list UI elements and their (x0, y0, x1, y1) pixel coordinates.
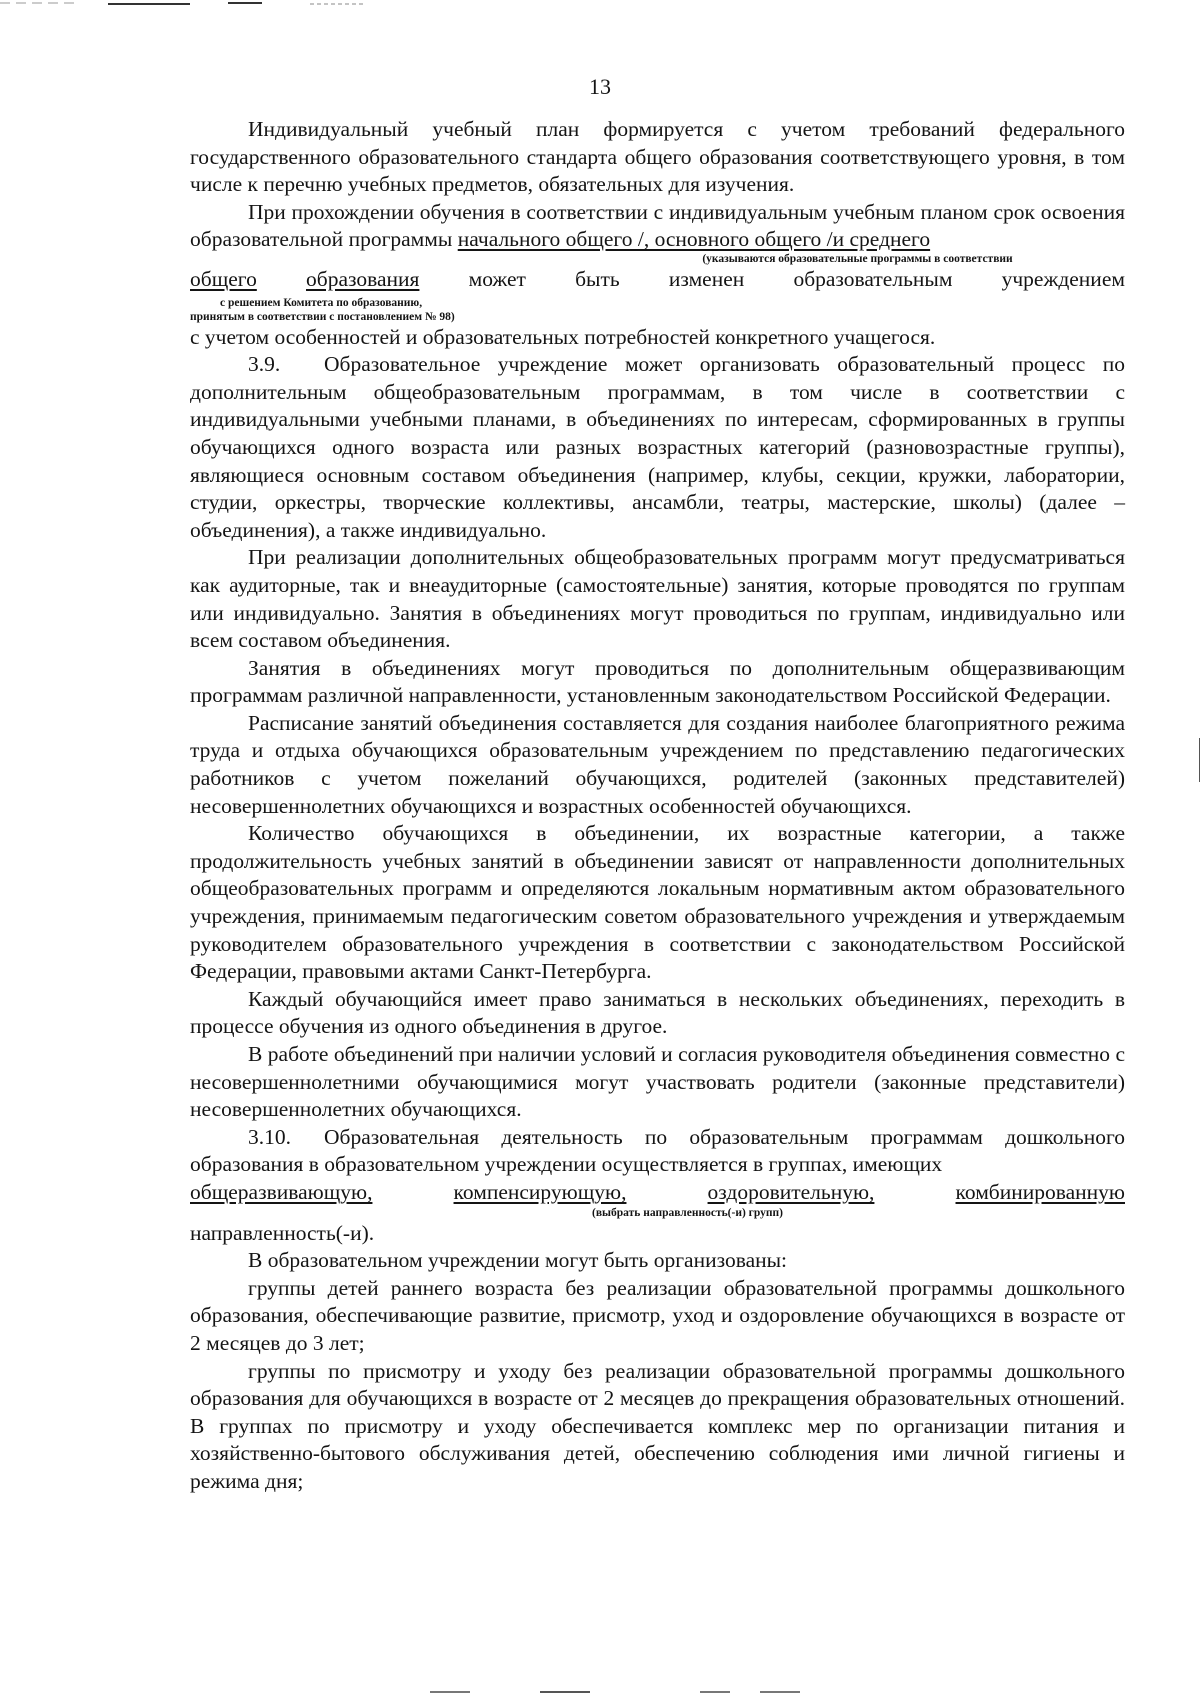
paragraph-implementation: При реализации дополнительных общеобразовательных программ могут предусматриваться как аудиторные, так и внеаудиторные (самостоятельные) занятия, которые проводятся по группам или индивидуально. Занятия в объединениях могут проводиться по группам, индивидуально или всем составом объединения. (190, 545, 1125, 653)
paragraph-student-rights: Каждый обучающийся имеет право заниматься в нескольких объединениях, переходить в процессе обучения из одного объединения в другое. (190, 986, 1125, 1039)
option-general: общеразвивающую, (190, 1179, 373, 1204)
paragraph-group-size: Количество обучающихся в объединении, их возрастные категории, а также продолжительность учебных занятий в объединении зависят от направленности дополнительных общеобразовательных программ и определяются локальным нормативным актом образовательного учреждения, принимаемым педагогическим советом образовательного учреждения и утверждаемым руководителем образовательного учреждения в соответствии с законодательством Российской Федерации, правовыми актами Санкт-Петербурга. (190, 821, 1125, 984)
word-obrazovatelnym: образовательным (793, 266, 953, 291)
paragraph-study-period (190, 199, 1125, 254)
section-3-9 (190, 351, 1125, 544)
paragraph-care-groups: группы по присмотру и уходу без реализации образовательной программы дошкольного образования для обучающихся в возрасте от 2 месяцев до прекращения образовательных отношений. В группах по присмотру и уходу обеспечивается комплекс мер по организации питания и хозяйственно-бытового обслуживания детей, обеспечению соблюдения ими личной гигиены и режима дня; (190, 1358, 1125, 1493)
orientation-tail: направленность(-и). (190, 1220, 375, 1245)
document-body (190, 116, 1125, 1496)
section-3-10-text: Образовательная деятельность по образовательным программам дошкольного образования в образовательном учреждении осуществляется в группах, имеющих (190, 1124, 1125, 1177)
paragraph-schedule: Расписание занятий объединения составляется для создания наиболее благоприятного режима труда и отдыха обучающихся образовательным учреждением по представлению педагогических работников с учетом пожеланий обучающихся, родителей (законных представителей) несовершеннолетних обучающихся и возрастных особенностей обучающихся. (190, 710, 1125, 818)
word-uchrezhdeniem: учреждением (1001, 266, 1125, 291)
paragraph-parents: В работе объединений при наличии условий и согласия руководителя объединения совместно с несовершеннолетними обучающимися могут участвовать родители (законные представители) несовершеннолетних обучающихся. (190, 1042, 1125, 1122)
hint-committee: с решением Комитета по образованию, (220, 296, 423, 309)
hint-programs: (указываются образовательные программы в соответствии (702, 252, 1013, 265)
study-period-tail: с учетом особенностей и образовательных потребностей конкретного учащегося. (190, 324, 936, 349)
scan-artifact-bottom (0, 1684, 1200, 1696)
section-number: 3.10. (248, 1124, 291, 1149)
paragraph-classes: Занятия в объединениях могут проводиться по дополнительным общеразвивающим программам различной направленности, установленным законодательством Российской Федерации. (190, 655, 1125, 708)
option-combined: комбинированную (955, 1179, 1125, 1204)
section-3-10 (190, 1124, 1125, 1179)
paragraph-may-be-organized: В образовательном учреждении могут быть организованы: (248, 1248, 788, 1273)
hint-orientation: (выбрать направленность(-и) групп) (592, 1206, 783, 1219)
study-period-line (190, 266, 1125, 294)
orientation-options (190, 1179, 1125, 1207)
paragraph-individual-plan: Индивидуальный учебный план формируется с учетом требований федерального государственного образовательного стандарта общего образования соответствующего уровня, в том числе к перечню учебных предметов, обязательных для изучения. (190, 117, 1125, 197)
scan-artifact-top (0, 0, 1200, 12)
hint-decree: принятым в соответствии с постановлением № 98) (190, 310, 455, 323)
page-number: 13 (589, 74, 611, 99)
option-compensating: компенсирующую, (453, 1179, 627, 1204)
word-obrazovaniya: образования (306, 266, 420, 291)
study-period-lead: При прохождении обучения в соответствии с индивидуальным учебным планом срок освоения образовательной программы (190, 199, 1125, 252)
study-period-programs-fill: начального общего /, основного общего /и среднего (457, 227, 931, 252)
word-mozhet: может (468, 266, 526, 291)
option-health: оздоровительную, (707, 1179, 875, 1204)
section-3-9-text: Образовательное учреждение может организовать образовательный процесс по дополнительным общеобразовательным программам, в том числе в соответствии с индивидуальными учебными планами, в объединениях по интересам, сформированных в группы обучающихся одного возраста или разных возрастных категорий (разновозрастные группы), являющиеся основным составом объединения (например, клубы, секции, кружки, лаборатории, студии, оркестры, творческие коллективы, ансамбли, театры, мастерские, школы) (далее – объединения), а также индивидуально. (190, 352, 1125, 542)
paragraph-early-age-groups: группы детей раннего возраста без реализации образовательной программы дошкольного образования, обеспечивающие развитие, присмотр, уход и оздоровление обучающихся в возрасте от 2 месяцев до 3 лет; (190, 1275, 1125, 1355)
word-byt: быть (575, 266, 620, 291)
word-obshchego: общего (190, 266, 257, 291)
section-number: 3.9. (248, 352, 281, 377)
word-izmenen: изменен (668, 266, 745, 291)
